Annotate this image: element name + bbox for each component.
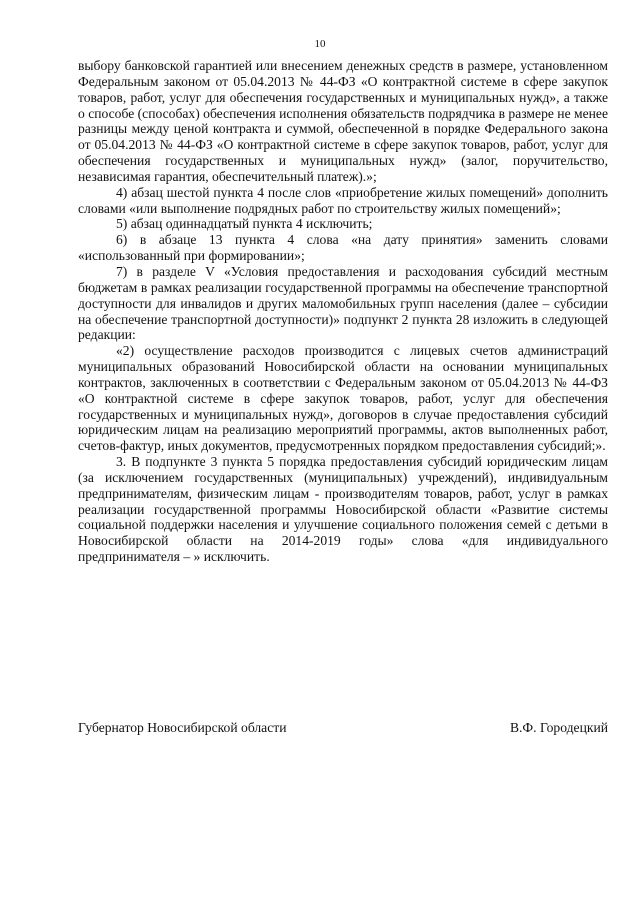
document-body: [78, 58, 608, 565]
signer-name: В.Ф. Городецкий: [509, 720, 608, 735]
paragraph-continuation: выбору банковской гарантией или внесением денежных средств в размере, установленном Федеральным законом от 05.04.2013 № 44-ФЗ «О контрактной системе в сфере закупок товаров, работ, услуг для обеспечения государственных и муниципальных нужд», а также о способе (способах) обеспечения исполнения обязательств подрядчика в размере не менее разницы между ценой контракта и суммой, обеспеченной в порядке Федерального закона от 05.04.2013 № 44-ФЗ «О контрактной системе в сфере закупок товаров, работ, услуг для обеспечения государственных и муниципальных нужд» (залог, поручительство, независимая гарантия, обеспечительный платеж).»;: [78, 58, 608, 184]
paragraph-item-3: 3. В подпункте 3 пункта 5 порядка предоставления субсидий юридическим лицам (за исключением государственных (муниципальных) учреждений), индивидуальным предпринимателям, физическим лицам - производителям товаров, работ, услуг в рамках реализации государственной программы Новосибирской области «Развитие системы социальной поддержки населения и улучшение социального положения семей с детьми в Новосибирской области на 2014-2019 годы» слова «для индивидуального предпринимателя – » исключить.: [78, 454, 608, 565]
signer-position: Губернатор Новосибирской области: [78, 720, 287, 735]
page-number: 10: [314, 38, 326, 50]
paragraph-item-6: 6) в абзаце 13 пункта 4 слова «на дату принятия» заменить словами «использованный при формировании»;: [78, 232, 608, 264]
paragraph-item-5: 5) абзац одиннадцатый пункта 4 исключить;: [116, 216, 373, 232]
paragraph-item-4: 4) абзац шестой пункта 4 после слов «приобретение жилых помещений» дополнить словами «или выполнение подрядных работ по строительству жилых помещений»;: [78, 184, 608, 216]
paragraph-item-7: 7) в разделе V «Условия предоставления и расходования субсидий местным бюджетам в рамках реализации государственной программы на обеспечение транспортной доступности для инвалидов и других маломобильных групп населения (далее – субсидии на обеспечение транспортной доступности)» подпункт 2 пункта 28 изложить в следующей редакции:: [78, 263, 608, 343]
paragraph-quoted-subitem-2: «2) осуществление расходов производится с лицевых счетов администраций муниципальных образований Новосибирской области на основании муниципальных контрактов, заключенных в соответствии с Федеральным законом от 05.04.2013 № 44-ФЗ «О контрактной системе в сфере закупок товаров, работ, услуг для обеспечения государственных и муниципальных нужд», договоров в случае предоставления субсидий юридическим лицам на реализацию мероприятий программы, актов выполненных работ, счетов-фактур, иных документов, предусмотренных порядком предоставления субсидий;».: [78, 343, 608, 454]
